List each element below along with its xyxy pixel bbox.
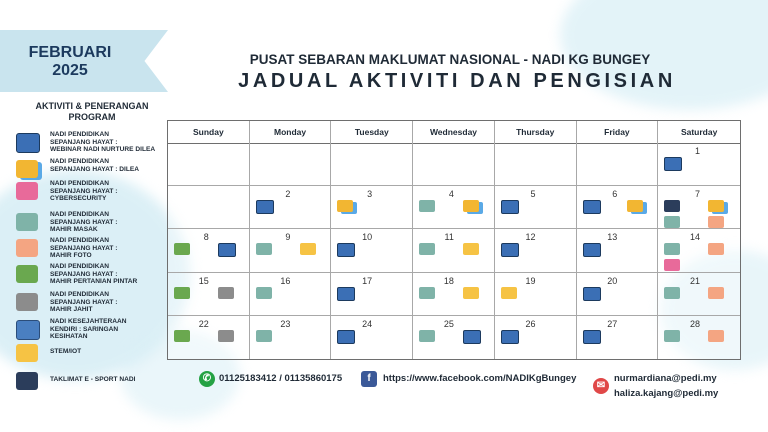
calendar-day[interactable]: [658, 143, 740, 186]
legend-item: [14, 180, 174, 208]
photo-icon: [708, 330, 724, 342]
calendar-day[interactable]: [168, 186, 250, 229]
email-address-2[interactable]: haliza.kajang@pedi.my: [614, 388, 719, 399]
calendar-day[interactable]: [168, 143, 250, 186]
legend-item: [14, 342, 174, 370]
calendar-day[interactable]: [658, 186, 740, 229]
photo-icon: [708, 243, 724, 255]
calendar-day[interactable]: [413, 273, 495, 316]
cooking-icon: [419, 287, 435, 299]
legend-item-label: [50, 348, 176, 356]
legend-item-line: KESIHATAN: [50, 333, 88, 341]
webinar-icon: [501, 200, 519, 214]
calendar-day[interactable]: [168, 316, 250, 359]
legend-item-line: MAHIR PERTANIAN PINTAR: [50, 278, 138, 286]
date-number: 4: [448, 189, 454, 200]
calendar-day[interactable]: [331, 229, 413, 272]
legend-item-line: NADI KESEJAHTERAAN: [50, 318, 127, 325]
legend-item-line: NADI PENDIDIKAN: [50, 263, 109, 270]
month-name: FEBRUARI: [28, 44, 112, 61]
month-year: 2025: [52, 62, 88, 79]
sport-icon: [664, 200, 680, 212]
calendar-day[interactable]: [577, 273, 659, 316]
legend-item-line: SEPANJANG HAYAT :: [50, 270, 118, 278]
legend-item-line: WEBINAR NADI NURTURE DILEA: [50, 146, 156, 154]
legend-item-label: [50, 131, 176, 154]
date-number: 27: [607, 318, 618, 329]
photo-icon: [708, 216, 724, 228]
calendar-day[interactable]: [250, 273, 332, 316]
stem-icon: [16, 344, 38, 362]
page-title: JADUAL AKTIVITI DAN PENGISIAN: [238, 70, 676, 92]
calendar-day[interactable]: [250, 186, 332, 229]
date-number: 14: [689, 232, 700, 243]
stem-icon: [300, 243, 316, 255]
date-number: 25: [443, 318, 454, 329]
cooking-icon: [16, 213, 38, 231]
legend-item: [14, 370, 174, 398]
legend-item-line: SEPANJANG HAYAT : DILEA: [50, 165, 140, 173]
cooking-icon: [256, 287, 272, 299]
webinar-icon: [337, 287, 355, 301]
legend-item-line: SEPANJANG HAYAT :: [50, 218, 118, 226]
calendar-day[interactable]: [168, 273, 250, 316]
calendar-day[interactable]: [250, 316, 332, 359]
calendar-day[interactable]: [250, 143, 332, 186]
dilea-icon: [337, 200, 353, 212]
calendar-day[interactable]: [658, 229, 740, 272]
date-number: 13: [607, 232, 618, 243]
date-number: 7: [694, 189, 700, 200]
stem-icon: [501, 287, 517, 299]
farming-icon: [16, 265, 38, 283]
calendar-day[interactable]: [577, 186, 659, 229]
sewing-icon: [218, 330, 234, 342]
header-subtitle: PUSAT SEBARAN MAKLUMAT NASIONAL - NADI KG BUNGEY: [249, 52, 651, 67]
legend-item-line: NADI PENDIDIKAN: [50, 158, 109, 165]
date-number: 1: [694, 146, 700, 156]
legend-item: [14, 263, 174, 291]
cooking-icon: [664, 330, 680, 342]
webinar-icon: [583, 200, 601, 214]
whatsapp-icon: ✆: [199, 371, 215, 387]
sewing-icon: [218, 287, 234, 299]
date-number: 18: [443, 275, 454, 286]
date-number: 9: [285, 232, 291, 243]
day-header-friday: Friday: [577, 121, 659, 143]
cooking-icon: [664, 243, 680, 255]
legend-title-line: AKTIVITI & PENERANGAN: [35, 101, 149, 111]
calendar-day[interactable]: [331, 186, 413, 229]
webinar-icon: [501, 330, 519, 344]
date-number: 2: [285, 189, 291, 200]
dilea-icon: [16, 160, 38, 178]
legend-item-line: SEPANJANG HAYAT :: [50, 244, 118, 252]
webinar-icon: [337, 243, 355, 257]
legend-item-label: [50, 291, 176, 314]
webinar-icon: [583, 243, 601, 257]
sport-icon: [16, 372, 38, 390]
date-number: 12: [525, 232, 536, 243]
phone-numbers: 01125183412 / 01135860175: [219, 373, 343, 384]
date-number: 6: [612, 189, 618, 200]
legend-item-line: STEM/IOT: [50, 348, 82, 355]
legend-item-line: KENDIRI : SARINGAN: [50, 325, 119, 333]
legend-item-label: [50, 237, 176, 260]
cooking-icon: [419, 330, 435, 342]
wellbeing-icon: [16, 320, 40, 340]
calendar-day[interactable]: [413, 316, 495, 359]
date-number: 23: [280, 318, 291, 329]
date-number: 28: [689, 318, 700, 329]
day-header-sunday: Sunday: [168, 121, 250, 143]
legend-item-line: MAHIR MASAK: [50, 226, 98, 234]
legend-item-line: NADI PENDIDIKAN: [50, 131, 109, 138]
webinar-icon: [664, 157, 682, 171]
cooking-icon: [256, 330, 272, 342]
date-number: 10: [362, 232, 373, 243]
webinar-icon: [583, 287, 601, 301]
dilea-icon: [708, 200, 724, 212]
legend-item-line: TAKLIMAT E - SPORT NADI: [50, 376, 136, 383]
day-header-wednesday: Wednesday: [413, 121, 495, 143]
legend-item-line: MAHIR FOTO: [50, 252, 92, 260]
date-number: 21: [689, 275, 700, 286]
dilea-icon: [627, 200, 643, 212]
legend-item-label: [50, 263, 176, 286]
day-header-saturday: Saturday: [680, 127, 718, 137]
calendar-day[interactable]: [413, 143, 495, 186]
cybersecurity-icon: [16, 182, 38, 200]
calendar-day[interactable]: [331, 273, 413, 316]
calendar-header: [168, 121, 740, 144]
cybersecurity-icon: [664, 259, 680, 271]
date-number: 11: [444, 232, 454, 243]
stem-icon: [463, 287, 479, 299]
legend-item-line: CYBERSECURITY: [50, 195, 107, 203]
calendar-day[interactable]: [577, 316, 659, 359]
calendar-day[interactable]: [250, 229, 332, 272]
email-address-1[interactable]: nurmardiana@pedi.my: [614, 373, 717, 384]
date-number: 26: [525, 318, 536, 329]
farming-icon: [174, 243, 190, 255]
legend-item-label: [50, 158, 176, 173]
webinar-icon: [16, 133, 40, 153]
date-number: 22: [198, 318, 209, 329]
dilea-icon: [463, 200, 479, 212]
farming-icon: [174, 287, 190, 299]
cooking-icon: [664, 216, 680, 228]
legend-item-line: NADI PENDIDIKAN: [50, 180, 109, 187]
date-number: 5: [530, 189, 536, 200]
legend-item-line: NADI PENDIDIKAN: [50, 211, 109, 218]
webinar-icon: [256, 200, 274, 214]
date-number: 20: [607, 275, 618, 286]
day-header-thursday: Thursday: [495, 121, 577, 143]
calendar-day[interactable]: [495, 229, 577, 272]
cooking-icon: [664, 287, 680, 299]
legend-item: [14, 211, 174, 239]
sewing-icon: [16, 293, 38, 311]
legend-item-label: [50, 180, 176, 203]
calendar-day[interactable]: [495, 186, 577, 229]
legend-item-line: SEPANJANG HAYAT :: [50, 187, 118, 195]
calendar-day[interactable]: [495, 316, 577, 359]
calendar-day[interactable]: [495, 273, 577, 316]
calendar-day[interactable]: [577, 229, 659, 272]
webinar-icon: [337, 330, 355, 344]
cooking-icon: [256, 243, 272, 255]
calendar-day[interactable]: [658, 273, 740, 316]
legend-item: [14, 291, 174, 319]
date-number: 19: [525, 275, 536, 286]
legend-item-line: MAHIR JAHIT: [50, 306, 93, 314]
webinar-icon: [218, 243, 236, 257]
date-number: 16: [280, 275, 291, 286]
calendar-day[interactable]: [331, 143, 413, 186]
cooking-icon: [419, 243, 435, 255]
date-number: 24: [362, 318, 373, 329]
farming-icon: [174, 330, 190, 342]
facebook-icon: f: [361, 371, 377, 387]
email-icon: ✉: [593, 378, 609, 394]
date-number: 17: [362, 275, 373, 286]
legend-item-line: NADI PENDIDIKAN: [50, 237, 109, 244]
calendar-day[interactable]: [577, 143, 659, 186]
date-number: 3: [367, 189, 373, 200]
webinar-icon: [583, 330, 601, 344]
calendar: [167, 120, 741, 360]
legend-item: [14, 237, 174, 265]
photo-icon: [16, 239, 38, 257]
date-number: 15: [198, 275, 209, 286]
calendar-day[interactable]: [413, 186, 495, 229]
legend-item-line: SEPANJANG HAYAT :: [50, 298, 118, 306]
legend-item-label: [50, 318, 176, 341]
photo-icon: [708, 287, 724, 299]
date-number: 8: [203, 232, 209, 243]
facebook-link[interactable]: https://www.facebook.com/NADIKgBungey: [383, 373, 577, 384]
webinar-icon: [463, 330, 481, 344]
legend-item-line: SEPANJANG HAYAT :: [50, 138, 118, 146]
webinar-icon: [501, 243, 519, 257]
legend-title: [14, 101, 170, 123]
cooking-icon: [419, 200, 435, 212]
stem-icon: [463, 243, 479, 255]
calendar-day[interactable]: [495, 143, 577, 186]
legend-item-label: [50, 211, 176, 234]
legend-title-line: PROGRAM: [68, 112, 116, 122]
calendar-day[interactable]: [658, 316, 740, 359]
legend-item-line: NADI PENDIDIKAN: [50, 291, 109, 298]
day-header-tuesday: Tuesday: [331, 121, 413, 143]
legend-item: [14, 131, 174, 159]
calendar-day[interactable]: [168, 229, 250, 272]
day-header-monday: Monday: [250, 121, 332, 143]
calendar-day[interactable]: [331, 316, 413, 359]
calendar-day[interactable]: [413, 229, 495, 272]
legend-item-label: [50, 376, 176, 384]
